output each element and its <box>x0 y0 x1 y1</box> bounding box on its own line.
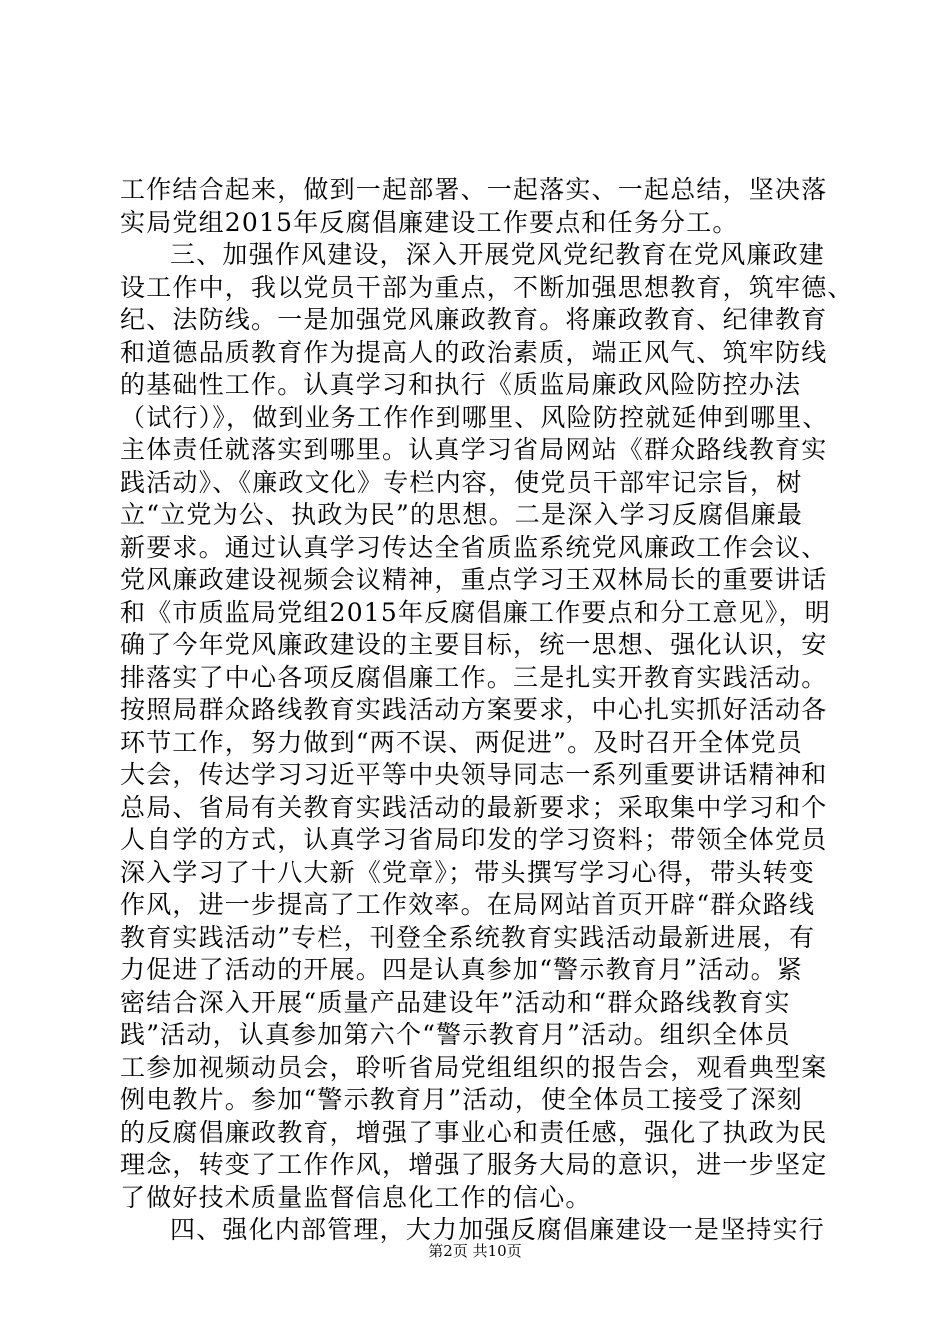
text-line: 四、强化内部管理，大力加强反腐倡廉建设一是坚持实行 <box>170 1215 826 1244</box>
text-line: 新要求。通过认真学习传达全省质监系统党风廉政工作会议、 <box>120 532 828 562</box>
text-line: 党风廉政建设视频会议精神，重点学习王双林局长的重要讲话 <box>120 565 828 594</box>
text-line: 确了今年党风廉政建设的主要目标，统一思想、强化认识，安 <box>120 630 828 659</box>
text-line: 深入学习了十八大新《党章》；带头撰写学习心得，带头转变 <box>120 857 815 887</box>
page-footer: 第2页 共10页 <box>428 1242 522 1260</box>
text-line: 工作结合起来，做到一起部署、一起落实、一起总结，坚决落 <box>120 175 828 204</box>
text-line: 和《市质监局党组2015年反腐倡廉工作要点和分工意见》，明 <box>120 597 831 627</box>
text-line: 例电教片。参加“警示教育月”活动，使全体员工接受了深刻 <box>120 1085 803 1114</box>
text-line: 环节工作，努力做到“两不误、两促进”。及时召开全体党员 <box>120 727 803 757</box>
text-line: 工参加视频动员会，聆听省局党组组织的报告会，观看典型案 <box>120 1052 828 1082</box>
text-line: 的基础性工作。认真学习和执行《质监局廉政风险防控办法 <box>120 370 802 399</box>
text-line: 教育实践活动”专栏，刊登全系统教育实践活动最新进展，有 <box>120 922 816 952</box>
text-line: 大会，传达学习习近平等中央领导同志一系列重要讲话精神和 <box>120 760 828 789</box>
text-line: 纪、法防线。一是加强党风廉政教育。将廉政教育、纪律教育 <box>120 305 828 334</box>
text-line: 践活动》、《廉政文化》专栏内容，使党员干部牢记宗旨，树 <box>120 467 803 497</box>
text-line: 人自学的方式，认真学习省局印发的学习资料；带领全体党员 <box>120 825 828 854</box>
text-line: 了做好技术质量监督信息化工作的信心。 <box>120 1182 592 1212</box>
text-line: 设工作中，我以党员干部为重点，不断加强思想教育，筑牢德、 <box>120 272 854 302</box>
text-line: 践”活动，认真参加第六个“警示教育月”活动。组织全体员 <box>120 1020 791 1049</box>
text-line: 排落实了中心各项反腐倡廉工作。三是扎实开教育实践活动。 <box>120 662 828 692</box>
document-body <box>120 174 854 1247</box>
text-line: 的反腐倡廉政教育，增强了事业心和责任感，强化了执政为民 <box>120 1117 828 1147</box>
text-line: 和道德品质教育作为提高人的政治素质，端正风气、筑牢防线 <box>120 337 828 367</box>
text-line: 力促进了活动的开展。四是认真参加“警示教育月”活动。紧 <box>120 955 803 984</box>
text-line: 作风，进一步提高了工作效率。在局网站首页开辟“群众路线 <box>120 890 816 919</box>
text-line: 总局、省局有关教育实践活动的最新要求；采取集中学习和个 <box>120 792 828 822</box>
text-line: 三、加强作风建设，深入开展党风党纪教育在党风廉政建 <box>170 240 826 269</box>
text-line: 主体责任就落实到哪里。认真学习省局网站《群众路线教育实 <box>120 435 828 464</box>
text-line: （试行）》，做到业务工作作到哪里、风险防控就延伸到哪里、 <box>120 402 829 432</box>
text-line: 立“立党为公、执政为民”的思想。二是深入学习反腐倡廉最 <box>120 500 803 529</box>
text-line: 按照局群众路线教育实践活动方案要求，中心扎实抓好活动各 <box>120 695 828 724</box>
text-line: 理念，转变了工作作风，增强了服务大局的意识，进一步坚定 <box>120 1150 828 1179</box>
text-line: 密结合深入开展“质量产品建设年”活动和“群众路线教育实 <box>120 987 791 1017</box>
text-line: 实局党组2015年反腐倡廉建设工作要点和任务分工。 <box>120 207 739 237</box>
